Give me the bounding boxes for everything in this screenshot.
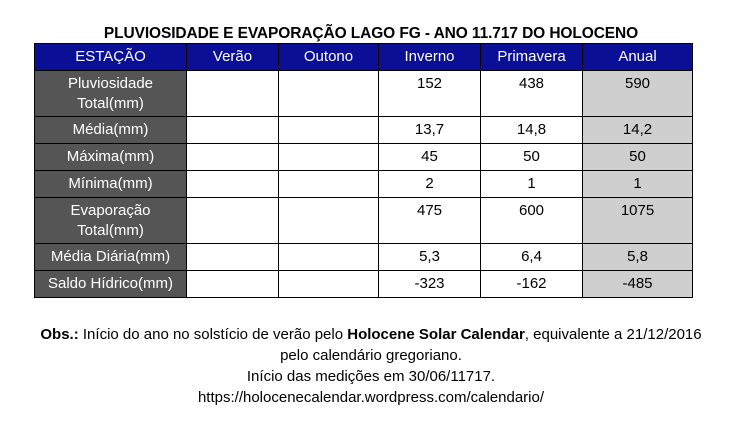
annual-cell: 50: [583, 144, 693, 171]
table-cell: [187, 244, 279, 271]
table-cell: 45: [379, 144, 481, 171]
row-label-line2: Total(mm): [77, 95, 144, 112]
annual-cell: 1075: [583, 198, 693, 244]
table-cell: [187, 271, 279, 298]
row-header: Mínima(mm): [35, 171, 187, 198]
header-station: ESTAÇÃO: [35, 44, 187, 71]
table-header-row: [35, 44, 693, 71]
notes-line-1: [0, 324, 742, 345]
table-cell: 2: [379, 171, 481, 198]
notes-text: , equivalente a 21/12/2016: [524, 326, 702, 343]
table-cell: 50: [481, 144, 583, 171]
header-annual: Anual: [583, 44, 693, 71]
table-cell: [187, 198, 279, 244]
table-cell: 13,7: [379, 117, 481, 144]
annual-cell: 590: [583, 71, 693, 117]
calendar-name: Holocene Solar Calendar: [347, 326, 525, 343]
notes-block: [0, 324, 742, 408]
table-cell: [279, 71, 379, 117]
header-spring: Primavera: [481, 44, 583, 71]
table-cell: 152: [379, 71, 481, 117]
row-header: Média(mm): [35, 117, 187, 144]
table-cell: 5,3: [379, 244, 481, 271]
table-row: [35, 144, 693, 171]
table-row: [35, 117, 693, 144]
page-title: PLUVIOSIDADE E EVAPORAÇÃO LAGO FG - ANO 11.717 DO HOLOCENO: [103, 25, 639, 42]
table-cell: 438: [481, 71, 583, 117]
table-cell: [187, 117, 279, 144]
table-row: [35, 271, 693, 298]
header-winter: Inverno: [379, 44, 481, 71]
table-cell: [187, 71, 279, 117]
header-summer: Verão: [187, 44, 279, 71]
table-cell: [279, 144, 379, 171]
table-cell: [187, 171, 279, 198]
annual-cell: 14,2: [583, 117, 693, 144]
obs-label: Obs.:: [40, 326, 79, 343]
table-cell: 600: [481, 198, 583, 244]
table-cell: -323: [379, 271, 481, 298]
table-cell: [279, 198, 379, 244]
row-label: Evaporação: [70, 202, 151, 219]
annual-cell: 5,8: [583, 244, 693, 271]
notes-line-2: pelo calendário gregoriano.: [280, 347, 462, 364]
notes-line-3: Início das medições em 30/06/11717.: [246, 368, 496, 385]
table-cell: 475: [379, 198, 481, 244]
row-header: Máxima(mm): [35, 144, 187, 171]
table-cell: [187, 144, 279, 171]
table-cell: [279, 271, 379, 298]
data-table: [34, 43, 693, 298]
table-cell: 1: [481, 171, 583, 198]
notes-text: Início do ano no solstício de verão pelo: [78, 326, 348, 343]
row-header: [35, 71, 187, 117]
table-cell: -162: [481, 271, 583, 298]
row-header: Média Diária(mm): [35, 244, 187, 271]
table-cell: [279, 117, 379, 144]
notes-url: https://holocenecalendar.wordpress.com/calendario/: [197, 389, 545, 406]
table-cell: [279, 244, 379, 271]
table-cell: 14,8: [481, 117, 583, 144]
row-header: [35, 198, 187, 244]
annual-cell: 1: [583, 171, 693, 198]
table-row: [35, 244, 693, 271]
annual-cell: -485: [583, 271, 693, 298]
table-cell: 6,4: [481, 244, 583, 271]
table-row: [35, 71, 693, 117]
row-label: Pluviosidade: [67, 75, 154, 92]
header-autumn: Outono: [279, 44, 379, 71]
row-label-line2: Total(mm): [77, 222, 144, 239]
table-row: [35, 198, 693, 244]
table-row: [35, 171, 693, 198]
row-header: Saldo Hídrico(mm): [35, 271, 187, 298]
table-cell: [279, 171, 379, 198]
